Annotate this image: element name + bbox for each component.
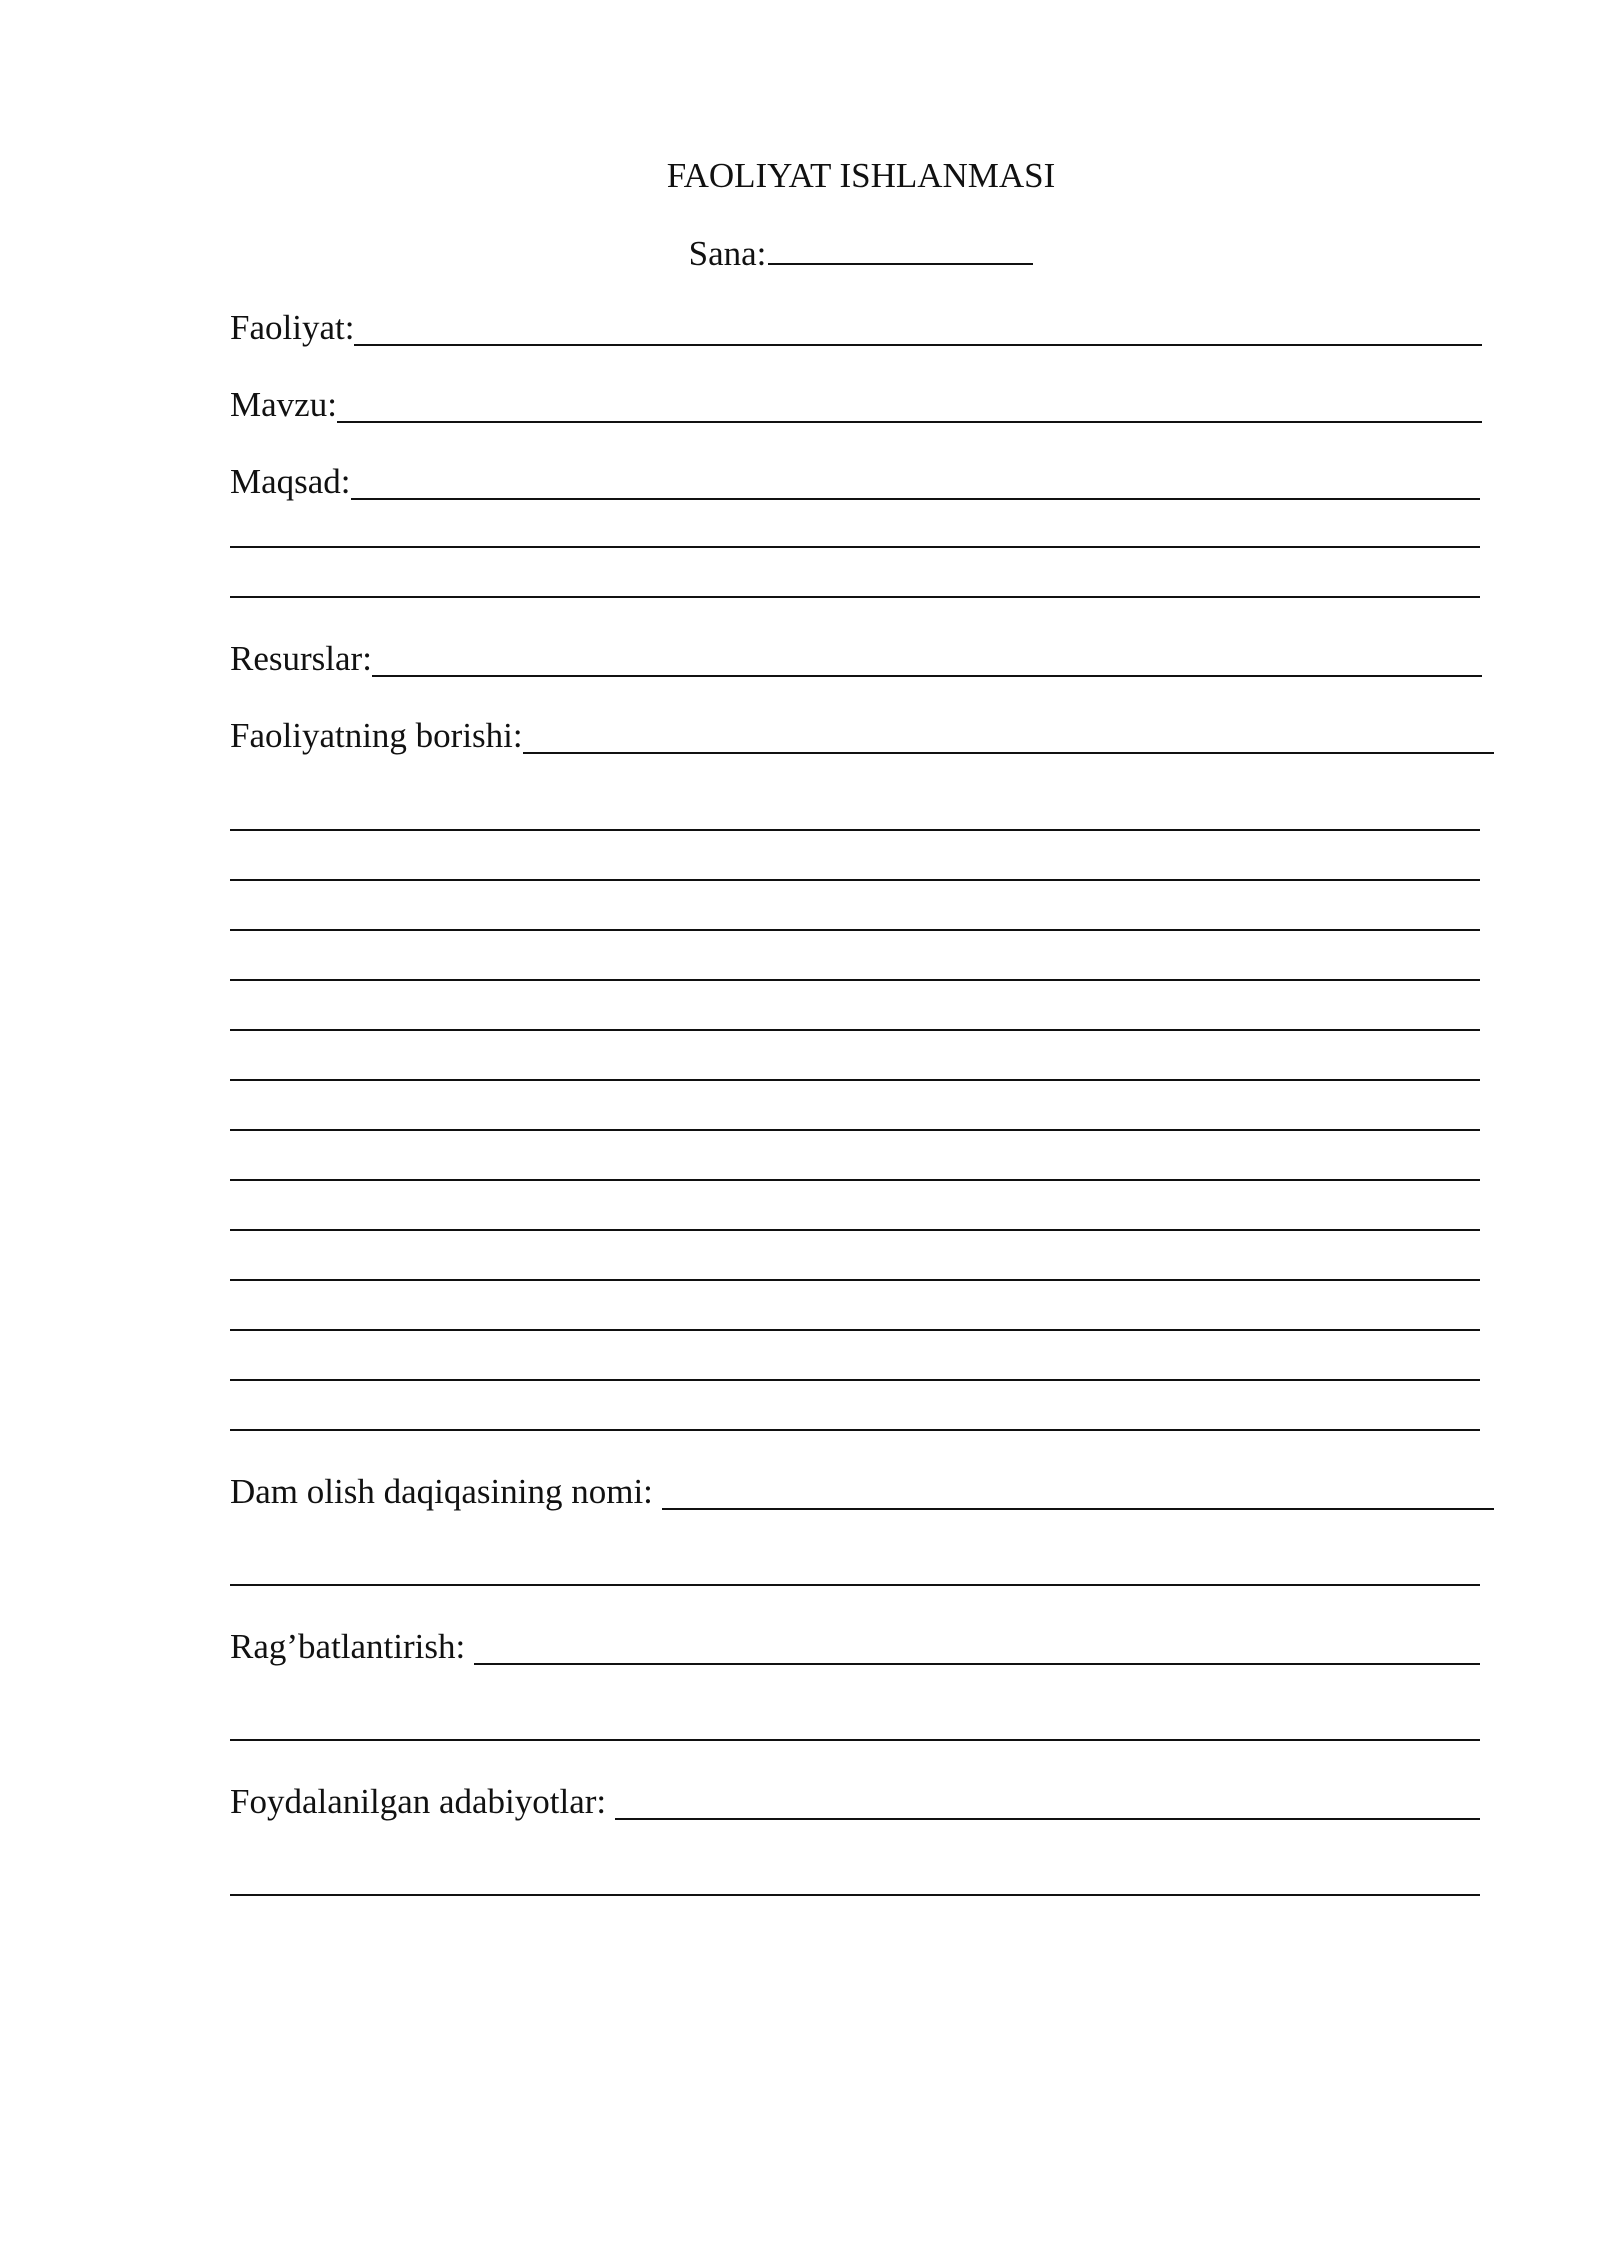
- borishi-blank-line[interactable]: [230, 1029, 1480, 1031]
- mavzu-label: Mavzu:: [230, 385, 337, 424]
- foydalanilgan-input-line[interactable]: [615, 1818, 1480, 1820]
- foydalanilgan-label: Foydalanilgan adabiyotlar:: [230, 1782, 615, 1821]
- resurslar-label: Resurslar:: [230, 639, 372, 678]
- faoliyatning-borishi-label: Faoliyatning borishi:: [230, 716, 523, 755]
- faoliyatning-borishi-field: [230, 714, 1494, 758]
- dam-olish-blank-line[interactable]: [230, 1584, 1480, 1586]
- ragbatlantirish-field: [230, 1625, 1480, 1669]
- borishi-blank-line[interactable]: [230, 1379, 1480, 1381]
- borishi-blank-line[interactable]: [230, 829, 1480, 831]
- maqsad-blank-line[interactable]: [230, 546, 1480, 548]
- faoliyat-field: [230, 306, 1482, 350]
- borishi-blank-line[interactable]: [230, 1179, 1480, 1181]
- ragbatlantirish-input-line[interactable]: [474, 1663, 1480, 1665]
- borishi-blank-line[interactable]: [230, 1079, 1480, 1081]
- mavzu-field: [230, 383, 1482, 427]
- borishi-blank-line[interactable]: [230, 929, 1480, 931]
- borishi-blank-line[interactable]: [230, 979, 1480, 981]
- faoliyat-label: Faoliyat:: [230, 308, 355, 347]
- foydalanilgan-field: [230, 1780, 1480, 1824]
- borishi-blank-line[interactable]: [230, 1329, 1480, 1331]
- borishi-blank-line[interactable]: [230, 879, 1480, 881]
- sana-label: Sana:: [688, 234, 767, 273]
- maqsad-input-line[interactable]: [351, 498, 1480, 500]
- maqsad-blank-line[interactable]: [230, 596, 1480, 598]
- borishi-blank-line[interactable]: [230, 1229, 1480, 1231]
- faoliyat-input-line[interactable]: [354, 344, 1482, 346]
- resurslar-field: [230, 637, 1482, 681]
- ragbatlantirish-label: Rag’batlantirish:: [230, 1627, 474, 1666]
- borishi-blank-line[interactable]: [230, 1279, 1480, 1281]
- dam-olish-field: [230, 1470, 1494, 1514]
- maqsad-field: [230, 460, 1480, 504]
- borishi-blank-line[interactable]: [230, 1129, 1480, 1131]
- dam-olish-label: Dam olish daqiqasining nomi:: [230, 1472, 662, 1511]
- faoliyatning-borishi-input-line[interactable]: [523, 752, 1494, 754]
- maqsad-label: Maqsad:: [230, 462, 351, 501]
- page-title: FAOLIYAT ISHLANMASI: [666, 156, 1056, 195]
- resurslar-input-line[interactable]: [372, 675, 1482, 677]
- dam-olish-input-line[interactable]: [662, 1508, 1494, 1510]
- mavzu-input-line[interactable]: [337, 421, 1482, 423]
- sana-field: [0, 232, 1600, 276]
- sana-input-line[interactable]: [768, 263, 1033, 265]
- borishi-blank-line[interactable]: [230, 1429, 1480, 1431]
- foydalanilgan-blank-line[interactable]: [230, 1894, 1480, 1896]
- ragbatlantirish-blank-line[interactable]: [230, 1739, 1480, 1741]
